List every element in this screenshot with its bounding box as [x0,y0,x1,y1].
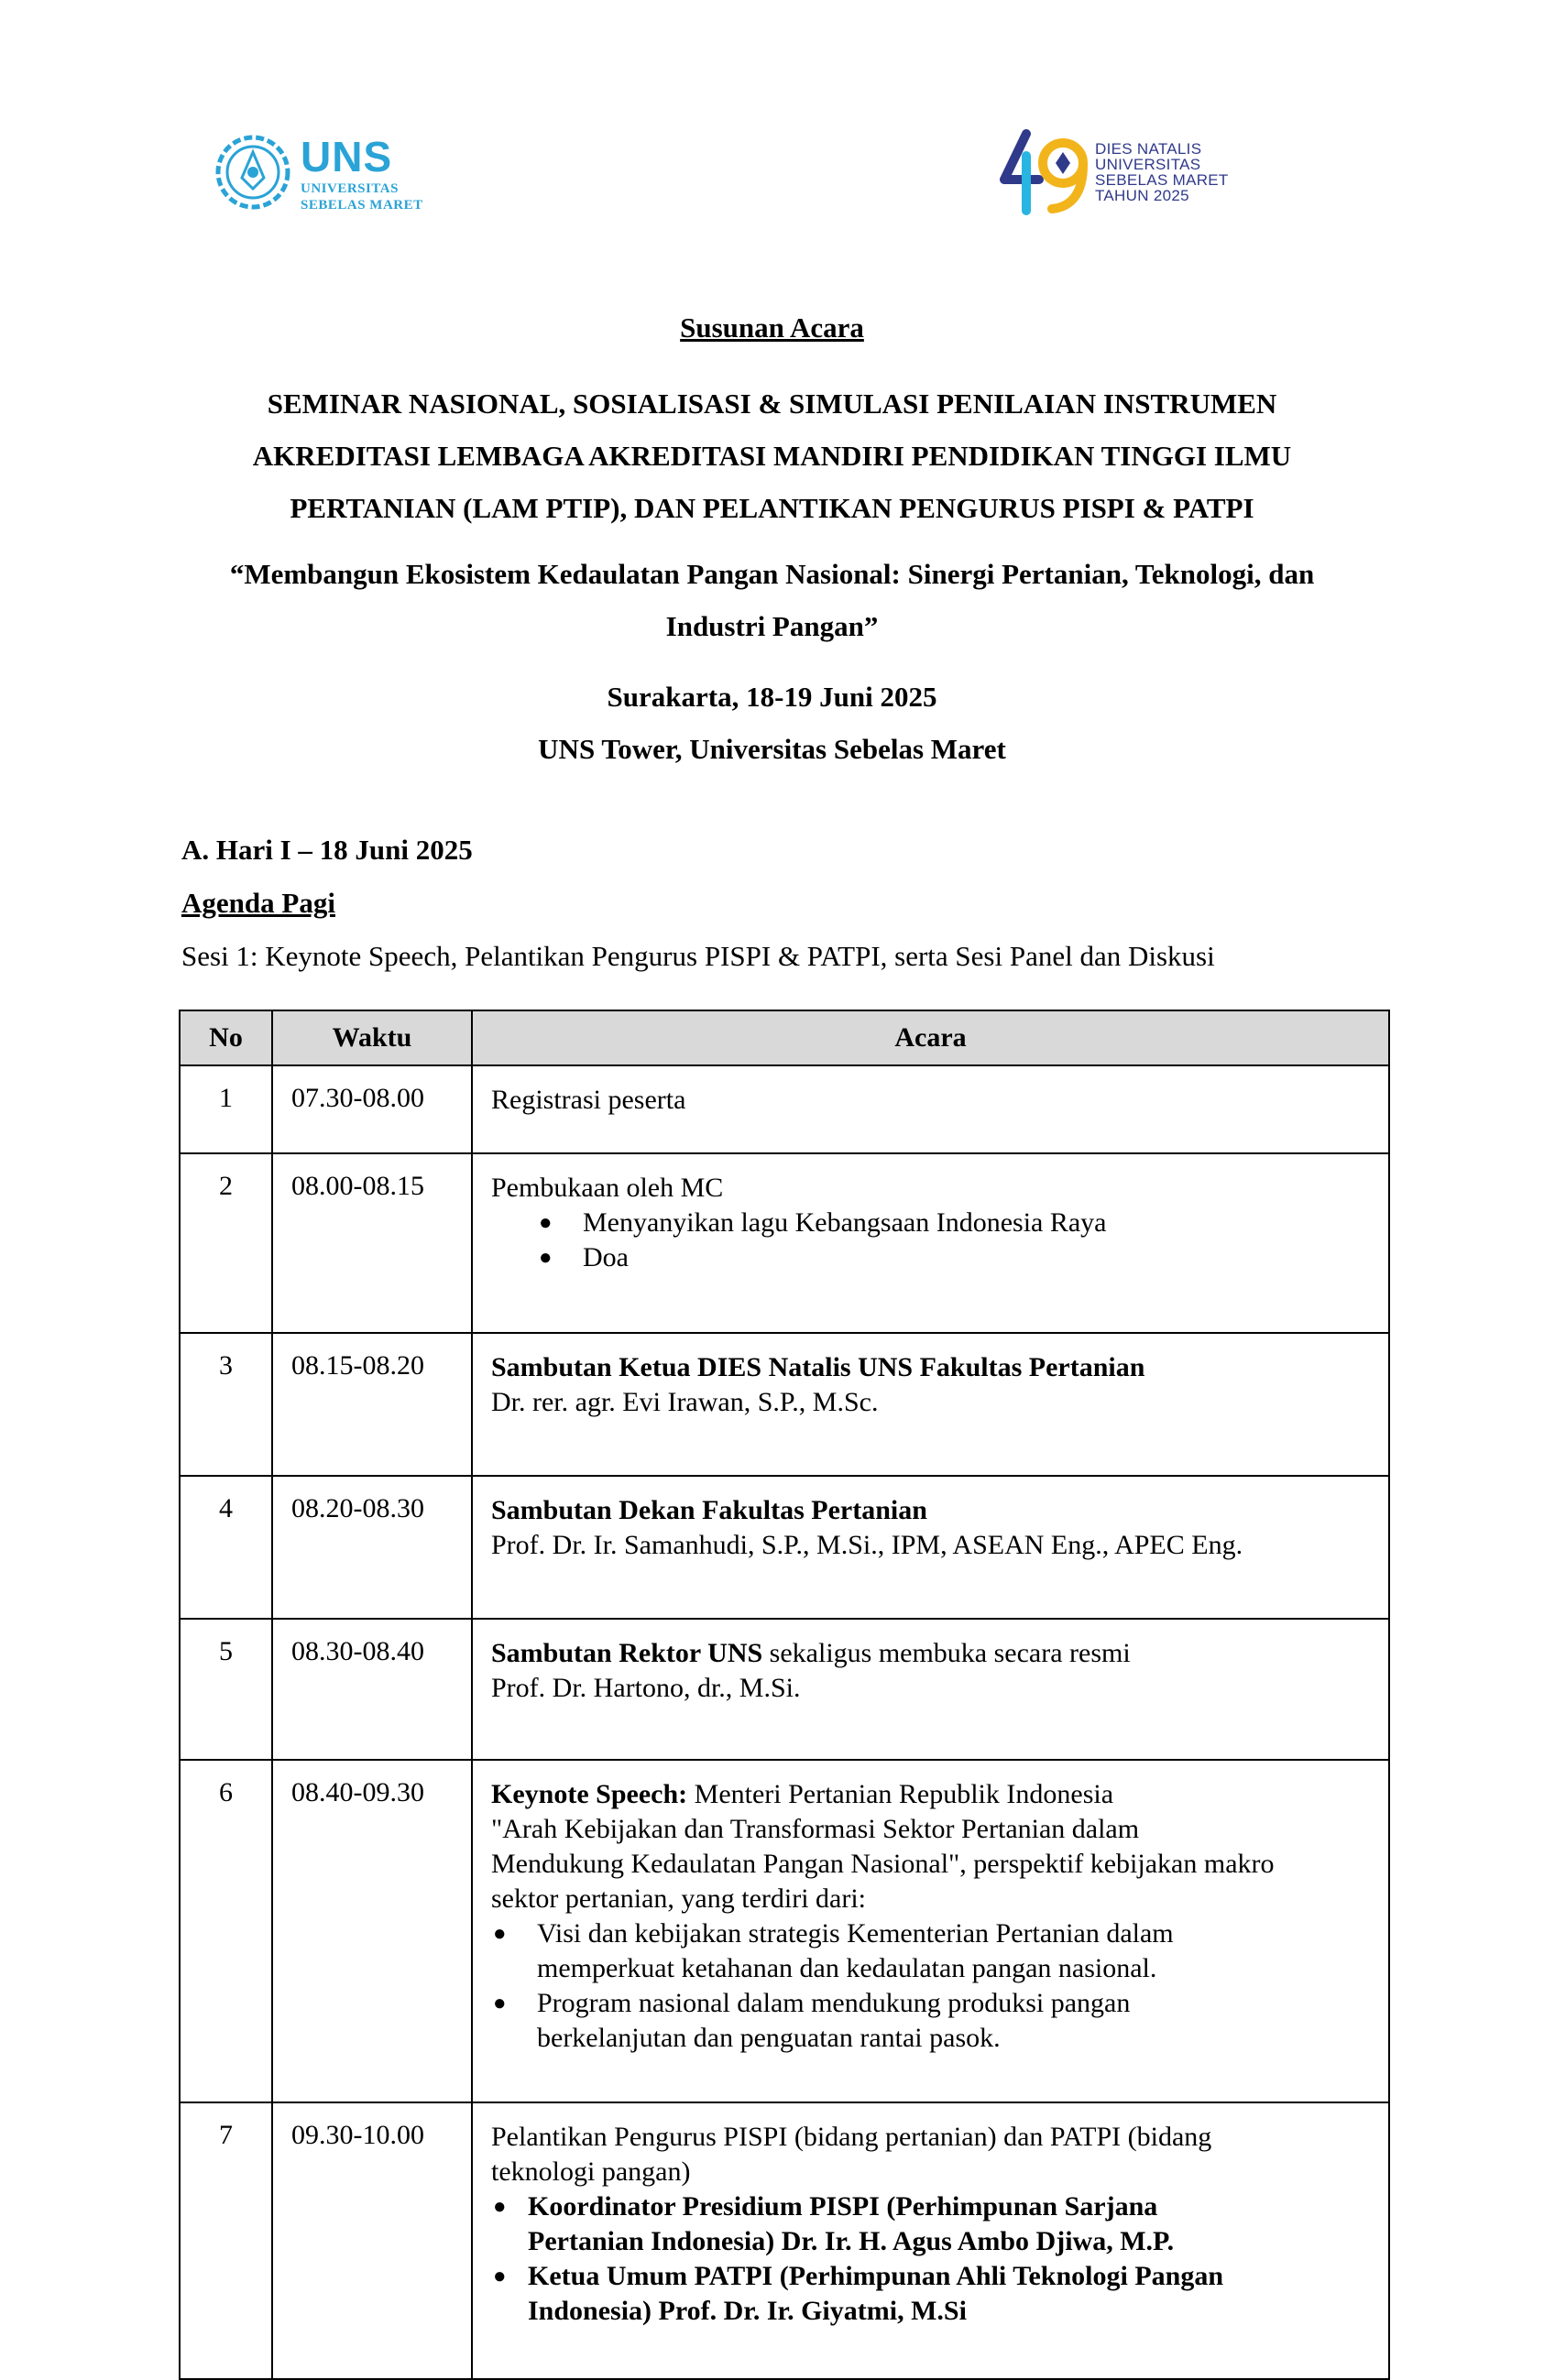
bullet-list [491,1206,1379,1275]
activity-text: "Arah Kebijakan dan Transformasi Sektor Pertanian dalam [491,1814,1140,1844]
table-row [180,1333,1389,1476]
event-date: Surakarta, 18-19 Juni 2025 [607,681,937,713]
list-item [491,2189,1379,2259]
list-item [491,2259,1379,2329]
list-item-text: Visi dan kebijakan strategis Kementerian Pertanian dalam [537,1918,1174,1949]
schedule-table [179,1010,1390,2380]
activity-title: Sambutan Ketua DIES Natalis UNS Fakultas Pertanian [491,1352,1145,1382]
table-row [180,1065,1389,1153]
bullet-list [491,2189,1379,2329]
document-heading: Susunan Acara [680,311,864,344]
uns-logo [213,132,423,213]
list-item-text: Ketua Umum PATPI (Perhimpunan Ahli Teknologi Pangan [528,2261,1224,2291]
row-activity [472,1619,1389,1760]
row-no: 7 [180,2102,272,2379]
list-item [491,1206,1379,1240]
dies-logo-line1: DIES NATALIS [1095,140,1202,158]
event-theme [0,548,1544,652]
table-row [180,1619,1389,1760]
dies-49-emblem-icon [999,128,1090,216]
row-activity [472,1476,1389,1619]
activity-text: Pelantikan Pengurus PISPI (bidang pertanian) dan PATPI (bidang [491,2122,1212,2152]
table-header-row [180,1010,1389,1065]
list-item-text: Koordinator Presidium PISPI (Perhimpunan Sarjana [528,2191,1158,2222]
table-row [180,1153,1389,1333]
bullet-icon: ● [539,1246,553,1270]
row-no: 3 [180,1333,272,1476]
list-item [491,1986,1379,2056]
list-item-text: Program nasional dalam mendukung produksi pangan [537,1988,1131,2018]
row-time: 08.00-08.15 [272,1153,472,1333]
bullet-icon: ● [493,2195,507,2219]
row-activity [472,1333,1389,1476]
list-item [491,1240,1379,1275]
event-title-line: AKREDITASI LEMBAGA AKREDITASI MANDIRI PENDIDIKAN TINGGI ILMU [252,440,1292,472]
day-heading: A. Hari I – 18 Juni 2025 [181,834,473,866]
uns-logo-line2: SEBELAS MARET [301,198,423,213]
dies-natalis-logo [999,128,1237,216]
row-time: 08.30-08.40 [272,1619,472,1760]
table-row [180,1760,1389,2102]
row-no: 6 [180,1760,272,2102]
activity-text: Mendukung Kedaulatan Pangan Nasional", perspektif kebijakan makro [491,1849,1275,1879]
activity-title: Sambutan Rektor UNS [491,1638,763,1668]
table-row [180,2102,1389,2379]
event-title-line: SEMINAR NASIONAL, SOSIALISASI & SIMULASI PENILAIAN INSTRUMEN [267,388,1277,420]
row-time: 08.40-09.30 [272,1760,472,2102]
list-item-text: Pertanian Indonesia) Dr. Ir. H. Agus Ambo Djiwa, M.P. [528,2226,1175,2256]
header-acara: Acara [472,1010,1389,1065]
dies-logo-line2: UNIVERSITAS [1095,156,1201,173]
table-row [180,1476,1389,1619]
header-no: No [180,1010,272,1065]
row-time: 07.30-08.00 [272,1065,472,1153]
row-no: 2 [180,1153,272,1333]
list-item-text: Indonesia) Prof. Dr. Ir. Giyatmi, M.Si [528,2296,967,2326]
row-time: 08.15-08.20 [272,1333,472,1476]
list-item-text: Menyanyikan lagu Kebangsaan Indonesia Raya [583,1207,1107,1238]
dies-logo-line4: TAHUN 2025 [1095,187,1189,204]
agenda-heading: Agenda Pagi [181,887,335,919]
activity-text: Registrasi peserta [491,1085,686,1115]
list-item [491,1916,1379,1986]
activity-title: Sambutan Dekan Fakultas Pertanian [491,1495,927,1525]
row-no: 4 [180,1476,272,1619]
activity-text: teknologi pangan) [491,2156,691,2187]
bullet-icon: ● [493,1992,507,2015]
activity-title-rest: sekaligus membuka secara resmi [762,1638,1131,1668]
bullet-icon: ● [493,2265,507,2288]
activity-text: Pembukaan oleh MC [491,1173,724,1203]
activity-text: sektor pertanian, yang terdiri dari: [491,1883,867,1914]
event-title [0,377,1544,534]
event-theme-line: “Membangun Ekosistem Kedaulatan Pangan Nasional: Sinergi Pertanian, Teknologi, dan [229,558,1315,590]
row-time: 09.30-10.00 [272,2102,472,2379]
uns-emblem-icon [213,132,293,213]
event-date-venue [0,671,1544,775]
dies-logo-line3: SEBELAS MARET [1095,171,1229,189]
row-time: 08.20-08.30 [272,1476,472,1619]
bullet-icon: ● [493,1922,507,1946]
row-no: 5 [180,1619,272,1760]
activity-title-rest: Menteri Pertanian Republik Indonesia [687,1779,1114,1809]
header-waktu: Waktu [272,1010,472,1065]
row-activity [472,1153,1389,1333]
session-description: Sesi 1: Keynote Speech, Pelantikan Pengurus PISPI & PATPI, serta Sesi Panel dan Diskusi [181,940,1215,972]
row-activity [472,1065,1389,1153]
list-item-text: Doa [583,1242,629,1272]
uns-logo-line1: UNIVERSITAS [301,181,399,196]
row-no: 1 [180,1065,272,1153]
event-title-line: PERTANIAN (LAM PTIP), DAN PELANTIKAN PENGURUS PISPI & PATPI [290,492,1254,524]
bullet-list [491,1916,1379,2056]
activity-speaker: Dr. rer. agr. Evi Irawan, S.P., M.Sc. [491,1387,879,1417]
event-venue: UNS Tower, Universitas Sebelas Maret [538,733,1006,765]
row-activity [472,1760,1389,2102]
event-theme-line: Industri Pangan” [665,610,879,642]
bullet-icon: ● [539,1211,553,1235]
activity-title: Keynote Speech: [491,1779,688,1809]
list-item-text: berkelanjutan dan penguatan rantai pasok. [537,2023,1001,2053]
row-activity [472,2102,1389,2379]
activity-speaker: Prof. Dr. Ir. Samanhudi, S.P., M.Si., IPM, ASEAN Eng., APEC Eng. [491,1530,1243,1560]
list-item-text: memperkuat ketahanan dan kedaulatan pangan nasional. [537,1953,1157,1983]
uns-wordmark: UNS [301,133,393,180]
activity-speaker: Prof. Dr. Hartono, dr., M.Si. [491,1673,801,1703]
